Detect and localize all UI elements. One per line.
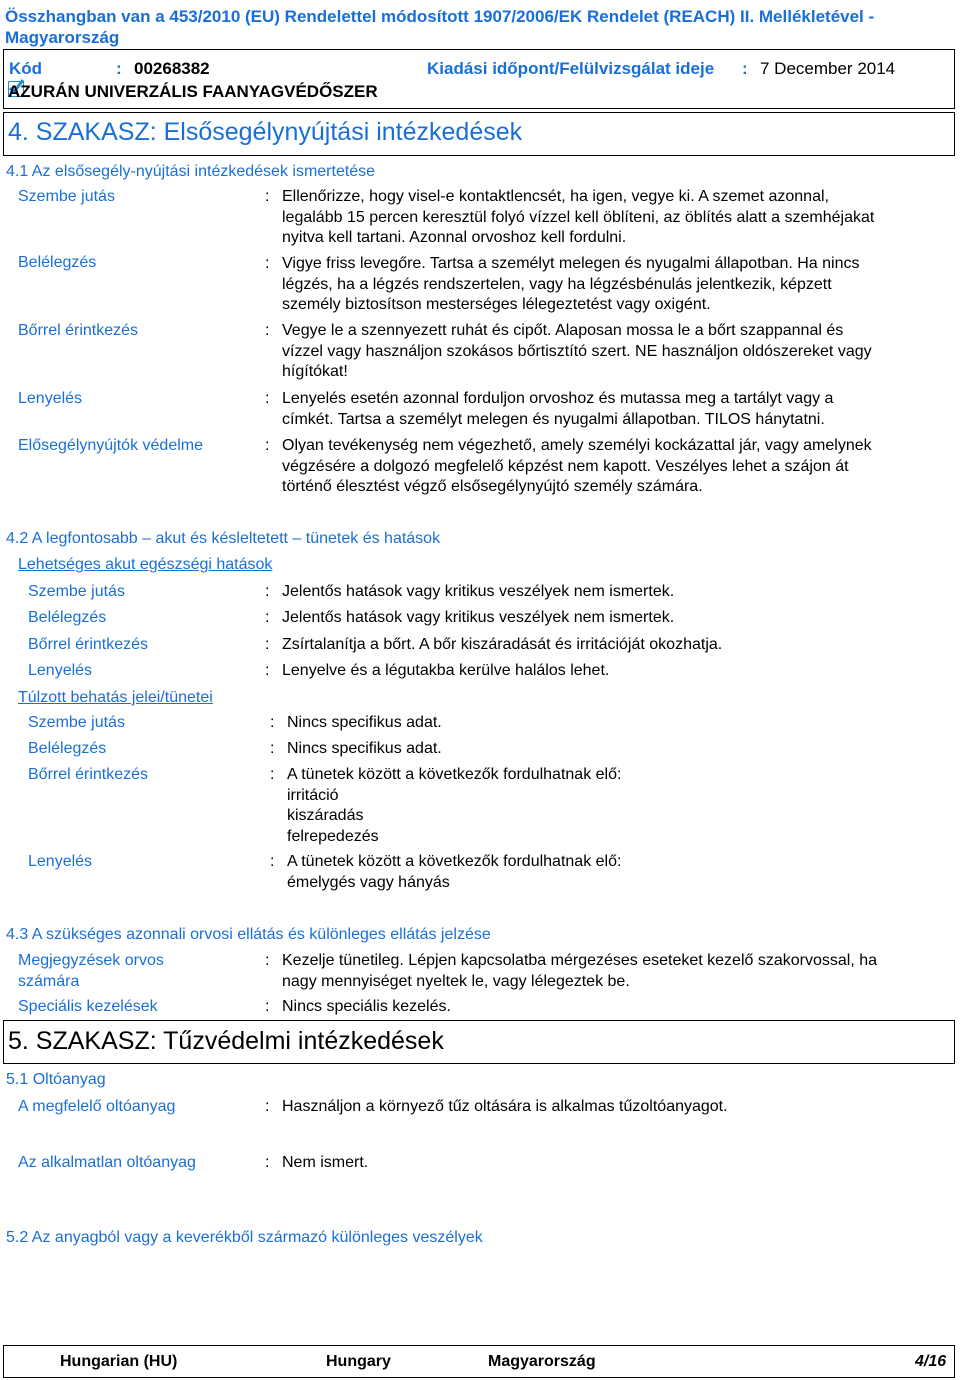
over-ingestion-label: Lenyelés <box>28 853 93 870</box>
subsection-5-2-title: 5.2 Az anyagból vagy a keverékből származó különleges veszélyek <box>6 1229 483 1246</box>
inhalation-text: Vigye friss levegőre. Tartsa a személyt melegen és nyugalmi állapotban. Ha nincs légzés, ha a légzés rendszertelen, vagy ha légzésbénulás jelentkezik, képzett személy biztosítson mesterséges lélegeztetést vagy oxigént. <box>282 255 860 313</box>
special-treatment-label: Speciális kezelések <box>18 998 158 1015</box>
acute-inhalation-colon: : <box>265 609 270 626</box>
issue-date-value: 7 December 2014 <box>760 59 896 78</box>
eye-contact-colon: : <box>265 188 270 205</box>
over-inhalation-label: Belélegzés <box>28 740 107 757</box>
skin-contact-text: Vegye le a szennyezett ruhát és cipőt. Alaposan mossa le a bőrt szappannal és vízzel vagy használjon szokásos bőrtisztító szert. NE használjon oldószereket vagy hígítókat! <box>282 322 872 380</box>
physician-notes-text: Kezelje tünetileg. Lépjen kapcsolatba mérgezéses eseteket kezelő szakorvossal, ha nagy mennyiséget nyeltek le, vagy lélegeztek be. <box>282 952 878 990</box>
suitable-media-colon: : <box>265 1098 270 1115</box>
over-eye-label: Szembe jutás <box>28 714 125 731</box>
regulation-title-line2: Magyarország <box>5 28 120 47</box>
special-treatment-colon: : <box>265 998 270 1015</box>
skin-contact-colon: : <box>265 322 270 339</box>
regulation-title-line1: Összhangban van a 453/2010 (EU) Rendelettel módosított 1907/2006/EK Rendelet (REACH) II. Mellékletével - <box>5 7 875 26</box>
over-ingestion-text: A tünetek között a következők fordulhatnak elő: émelygés vagy hányás <box>287 853 622 891</box>
over-eye-text: Nincs specifikus adat. <box>287 714 442 731</box>
over-skin-label: Bőrrel érintkezés <box>28 766 149 783</box>
product-name: AZURÁN UNIVERZÁLIS FAANYAGVÉDŐSZER <box>8 82 378 101</box>
suitable-media-label: A megfelelő oltóanyag <box>18 1098 176 1115</box>
first-aider-protection-text: Olyan tevékenység nem végezhető, amely személyi kockázattal jár, vagy amelynek végzésére a dolgozó megfelelő képzést nem kapott. Veszélyes lehet a szájon át történő élesztést végző elsősegélynyújtó személy számára. <box>282 437 872 495</box>
section-4-title: 4. SZAKASZ: Elsősegélynyújtási intézkedések <box>8 118 523 146</box>
footer-region: Magyarország <box>488 1353 596 1370</box>
code-value: 00268382 <box>134 59 210 78</box>
footer-country: Hungary <box>326 1353 391 1370</box>
acute-skin-label: Bőrrel érintkezés <box>28 636 149 653</box>
issue-date-colon: : <box>742 59 748 78</box>
acute-eye-text: Jelentős hatások vagy kritikus veszélyek nem ismertek. <box>282 583 675 600</box>
unsuitable-media-text: Nem ismert. <box>282 1154 369 1171</box>
suitable-media-text: Használjon a környező tűz oltására is alkalmas tűzoltóanyagot. <box>282 1098 728 1115</box>
acute-inhalation-label: Belélegzés <box>28 609 107 626</box>
eye-contact-label: Szembe jutás <box>18 188 115 205</box>
special-treatment-text: Nincs speciális kezelés. <box>282 998 451 1015</box>
ingestion-text: Lenyelés esetén azonnal forduljon orvoshoz és mutassa meg a tartályt vagy a címkét. Tartsa a személyt melegen és nyugalmi állapotban. TILOS hánytatni. <box>282 390 834 428</box>
code-label: Kód <box>9 59 43 78</box>
inhalation-colon: : <box>265 255 270 272</box>
acute-ingestion-text: Lenyelve és a légutakba kerülve halálos lehet. <box>282 662 610 679</box>
acute-effects-heading: Lehetséges akut egészségi hatások <box>18 556 273 573</box>
physician-notes-colon: : <box>265 952 270 969</box>
ingestion-colon: : <box>265 390 270 407</box>
over-inhalation-text: Nincs specifikus adat. <box>287 740 442 757</box>
issue-date-label: Kiadási időpont/Felülvizsgálat ideje <box>427 59 715 78</box>
inhalation-label: Belélegzés <box>18 254 97 271</box>
overexposure-heading: Túlzott behatás jelei/tünetei <box>18 689 213 706</box>
subsection-4-2-title: 4.2 A legfontosabb – akut és késleltetett – tünetek és hatások <box>6 530 441 547</box>
subsection-4-1-title: 4.1 Az elsősegély-nyújtási intézkedések ismertetése <box>6 163 376 180</box>
acute-skin-text: Zsírtalanítja a bőrt. A bőr kiszáradását és irritációját okozhatja. <box>282 636 723 653</box>
acute-ingestion-colon: : <box>265 662 270 679</box>
first-aider-protection-colon: : <box>265 437 270 454</box>
acute-skin-colon: : <box>265 636 270 653</box>
acute-inhalation-text: Jelentős hatások vagy kritikus veszélyek nem ismertek. <box>282 609 675 626</box>
section-5-title: 5. SZAKASZ: Tűzvédelmi intézkedések <box>8 1027 444 1055</box>
over-skin-text: A tünetek között a következők fordulhatnak elő: irritáció kiszáradás felrepedezés <box>287 766 622 845</box>
over-ingestion-colon: : <box>270 853 275 870</box>
eye-contact-text: Ellenőrizze, hogy visel-e kontaktlencsét, ha igen, vegye ki. A szemet azonnal, legalább 15 percen keresztül folyó vízzel kell öblíteni, az öblítés alatt a szemhéjakat nyitva kell tartani. Azonnal orvoshoz kell fordulni. <box>282 188 875 246</box>
unsuitable-media-label: Az alkalmatlan oltóanyag <box>18 1154 196 1171</box>
acute-eye-label: Szembe jutás <box>28 583 125 600</box>
over-skin-colon: : <box>270 766 275 783</box>
skin-contact-label: Bőrrel érintkezés <box>18 322 139 339</box>
ingestion-label: Lenyelés <box>18 390 83 407</box>
acute-eye-colon: : <box>265 583 270 600</box>
acute-ingestion-label: Lenyelés <box>28 662 93 679</box>
subsection-5-1-title: 5.1 Oltóanyag <box>6 1071 106 1088</box>
code-colon: : <box>116 59 122 78</box>
footer-language: Hungarian (HU) <box>60 1353 178 1370</box>
over-inhalation-colon: : <box>270 740 275 757</box>
footer-page-number: 4/16 <box>915 1353 947 1370</box>
physician-notes-label: Megjegyzések orvos számára <box>18 952 164 990</box>
unsuitable-media-colon: : <box>265 1154 270 1171</box>
subsection-4-3-title: 4.3 A szükséges azonnali orvosi ellátás és különleges ellátás jelzése <box>6 926 491 943</box>
over-eye-colon: : <box>270 714 275 731</box>
first-aider-protection-label: Elősegélynyújtók védelme <box>18 437 203 454</box>
